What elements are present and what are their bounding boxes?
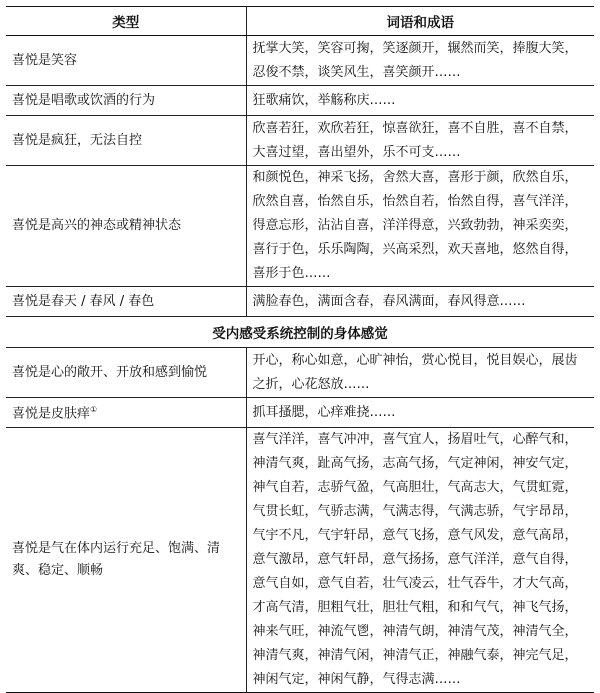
words-cell: 喜气洋洋，喜气冲冲，喜气宜人，扬眉吐气，心醉气和，神清气爽，趾高气扬，志高气扬，气定神闲，神安气定，神气自若，志骄气盈，气高胆壮，气高志大，气贯虹霓，气贯长虹，气骄志满，气满志得，气满志骄，气宇昂昂，气宇不凡，气宇轩昂，意气飞扬，意气风发，意气高昂，意气激昂，意气轩昂，意气扬扬，意气洋洋，意气自得，意气自如，意气自若，壮气凌云，壮气吞牛，才大气高，才高气清，胆粗气壮，胆壮气粗，和和气气，神飞气扬，神来气旺，神流气鬯，神清气朗，神清气茂，神清气全，神清气爽，神清气闲，神清气正，神融气泰，神完气足，神闲气定，神闲气静，气得志满…… <box>246 428 594 693</box>
type-text: 喜悦是皮肤痒 <box>12 406 91 422</box>
type-cell: 喜悦是高兴的神态或精神状态 <box>6 166 246 287</box>
table-header-row <box>6 7 594 36</box>
header-words: 词语和成语 <box>246 7 594 36</box>
words-cell: 狂歌痛饮，举觞称庆…… <box>246 86 594 116</box>
type-cell: 喜悦是春天 / 春风 / 春色 <box>6 287 246 317</box>
section-row <box>6 317 594 348</box>
table-row <box>6 86 594 116</box>
type-cell <box>6 398 246 428</box>
table-row <box>6 116 594 166</box>
type-cell: 喜悦是心的敞开、开放和感到愉悦 <box>6 348 246 398</box>
words-cell: 抚掌大笑，笑容可掬，笑逐颜开，辗然而笑，捧腹大笑，忍俊不禁，谈笑风生，喜笑颜开…… <box>246 36 594 86</box>
section-title: 受内感受系统控制的身体感觉 <box>6 317 594 348</box>
table-row <box>6 348 594 398</box>
emotion-table <box>6 6 594 693</box>
type-cell: 喜悦是气在体内运行充足、饱满、清爽、稳定、顺畅 <box>6 428 246 693</box>
words-cell: 抓耳搔腮，心痒难挠…… <box>246 398 594 428</box>
footnote-marker: ① <box>90 405 98 415</box>
table-row <box>6 398 594 428</box>
header-type: 类型 <box>6 7 246 36</box>
type-cell: 喜悦是笑容 <box>6 36 246 86</box>
table-row <box>6 428 594 693</box>
table-row <box>6 166 594 287</box>
words-cell: 开心，称心如意，心旷神怡，赏心悦目，悦目娱心，展齿之折，心花怒放…… <box>246 348 594 398</box>
words-cell: 满脸春色，满面含春，春风满面，春风得意…… <box>246 287 594 317</box>
table-row <box>6 287 594 317</box>
type-cell: 喜悦是疯狂，无法自控 <box>6 116 246 166</box>
words-cell: 欣喜若狂，欢欣若狂，惊喜欲狂，喜不自胜，喜不自禁，大喜过望，喜出望外，乐不可支…… <box>246 116 594 166</box>
table-row <box>6 36 594 86</box>
words-cell: 和颜悦色，神采飞扬，舍然大喜，喜形于颜，欣然自乐，欣然自喜，怡然自乐，怡然自若，怡然自得，喜气洋洋，得意忘形，沾沾自喜，洋洋得意，兴致勃勃，神采奕奕，喜行于色，乐乐陶陶，兴高采烈，欢天喜地，悠然自得，喜形于色…… <box>246 166 594 287</box>
type-cell: 喜悦是唱歌或饮酒的行为 <box>6 86 246 116</box>
